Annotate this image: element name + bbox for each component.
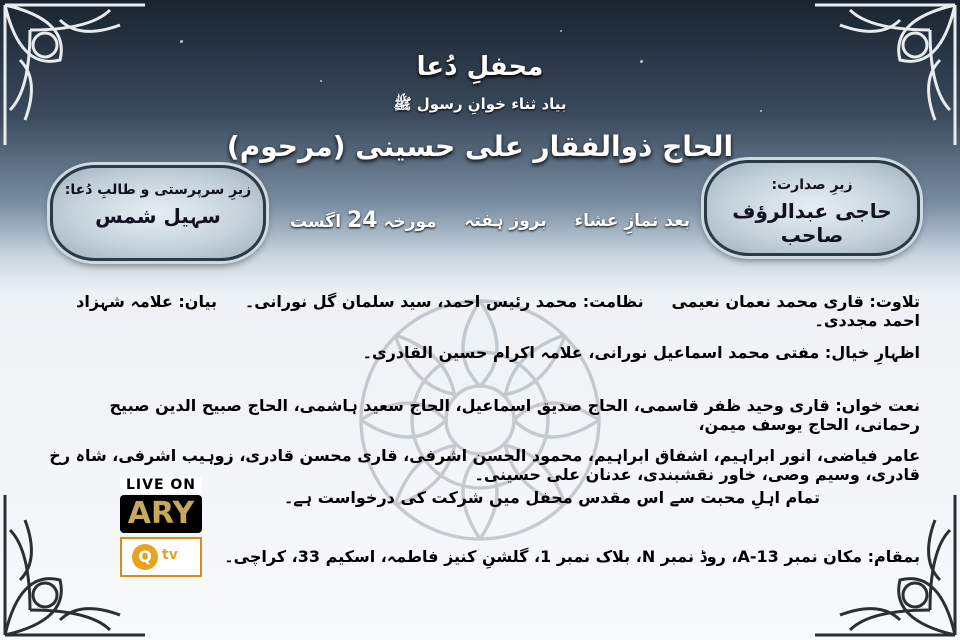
- invitation-text: تمام اہلِ محبت سے اس مقدس محفل میں شرکت کی درخواست ہے۔: [284, 488, 820, 507]
- presided-by-label: زیرِ صدارت:: [771, 177, 853, 193]
- time-text: بعد نمازِ عشاء: [574, 210, 690, 231]
- naat-row-1: نعت خواں: قاری وحید ظفر قاسمی، الحاج صدیق اسماعیل، الحاج سعید ہاشمی، الحاج صبیح الدین صبیح رحمانی، الحاج یوسف میمن،: [109, 396, 920, 434]
- day-text: بروز ہفتہ: [464, 211, 547, 231]
- venue-row: بمقام: مکان نمبر A-13، روڈ نمبر N، بلاک نمبر 1، گلشنِ کنیز فاطمہ، اسکیم 33، کراچی۔: [224, 547, 920, 566]
- star: [560, 30, 562, 32]
- qtv-q-icon: Q: [132, 544, 158, 570]
- patron-label: زیرِ سرپرستی و طالبِ دُعا:: [64, 182, 252, 198]
- presided-by-badge: [704, 160, 920, 256]
- qtv-wordmark: Q tv: [120, 537, 202, 577]
- patron-name: سہیل شمس: [95, 204, 221, 228]
- patron-badge: [50, 165, 266, 261]
- event-subtitle: بیاد ثناء خوانِ رسول ﷺ: [393, 95, 567, 113]
- honoree-name: الحاج ذوالفقار علی حسینی (مرحوم): [226, 130, 734, 163]
- ary-wordmark: ARY: [120, 495, 202, 533]
- program-row-1: تلاوت: قاری محمد نعمان نعیمی نظامت: محمد رئیس احمد، سید سلمان گل نورانی۔ بیان: علامہ شہزاد احمد مجددی۔: [76, 292, 920, 330]
- presided-by-name: حاجی عبدالرؤف صاحب: [732, 199, 892, 247]
- live-on-label: LIVE ON: [120, 477, 202, 493]
- naat-row-2: عامر فیاضی، انور ابراہیم، اشفاق ابراہیم، محمود الحسن اشرفی، قاری محسن قادری، زوہیب اشرفی، شاہ رخ قادری، وسیم وصی، خاور نقشبندی، عدنان علی حسینی۔: [49, 446, 920, 484]
- program-row-2: اظہارِ خیال: مفتی محمد اسماعیل نورانی، علامہ اکرام حسین القادری۔: [362, 343, 920, 362]
- date-text: مورخہ 24 اگست: [290, 208, 437, 233]
- schedule-row: [290, 208, 690, 233]
- event-title: محفلِ دُعا: [416, 52, 544, 82]
- star: [180, 40, 183, 43]
- ary-qtv-logo: [120, 477, 202, 577]
